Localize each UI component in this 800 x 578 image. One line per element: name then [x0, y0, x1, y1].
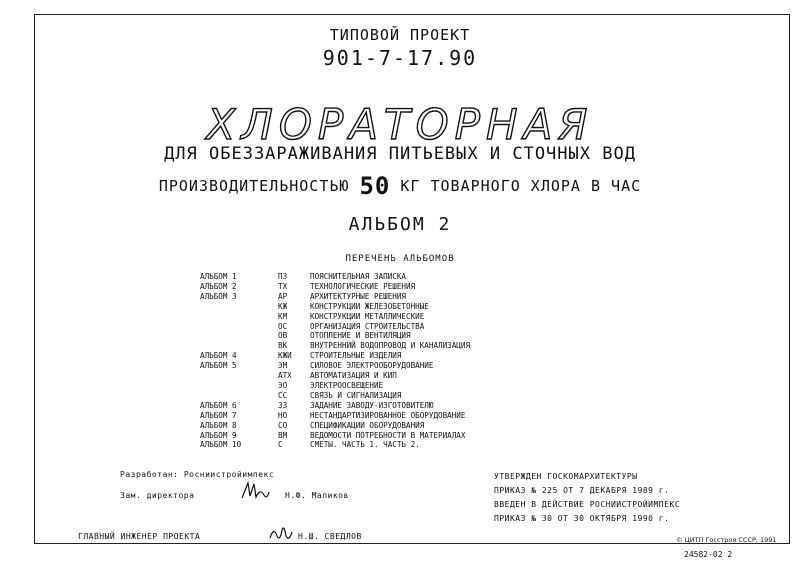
album-code: КМ — [278, 311, 288, 321]
approval-line-2: ПРИКАЗ № 225 ОТ 7 ДЕКАБРЯ 1989 г. — [494, 486, 670, 495]
capacity-value: 50 — [359, 172, 391, 200]
album-name: ЭЛЕКТРООСВЕЩЕНИЕ — [310, 380, 384, 390]
album-code: ТХ — [278, 281, 288, 291]
album-name: СТРОИТЕЛЬНЫЕ ИЗДЕЛИЯ — [310, 351, 402, 361]
developer-line — [120, 470, 274, 479]
album-number — [200, 322, 278, 332]
chief-signature — [268, 522, 294, 548]
album-number — [200, 381, 278, 391]
developer-org: Росниистройимпекс — [183, 470, 275, 479]
project-number: 901-7-17.90 — [322, 46, 478, 70]
capacity-prefix: ПРОИЗВОДИТЕЛЬНОСТЬЮ — [158, 177, 350, 195]
album-code: КЖИ — [278, 351, 292, 361]
album-row — [200, 431, 470, 441]
copyright: © ЦИТП Госстроя СССР, 1991 — [676, 536, 777, 544]
approval-line-3: ВВЕДЕН В ДЕЙСТВИЕ РОСНИИСТРОЙИМПЕКС — [494, 500, 681, 509]
album-number: АЛЬБОМ 10 — [200, 440, 242, 450]
album-row — [200, 331, 470, 341]
developer-label: Разработан: — [120, 470, 179, 479]
album-name: ПОЯСНИТЕЛЬНАЯ ЗАПИСКА — [310, 272, 407, 281]
album-name: АРХИТЕКТУРНЫЕ РЕШЕНИЯ — [310, 291, 407, 301]
albums-heading: ПЕРЕЧЕНЬ АЛЬБОМОВ — [345, 254, 455, 264]
project-type-label: ТИПОВОЙ ПРОЕКТ — [329, 26, 471, 44]
album-number: АЛЬБОМ 9 — [200, 430, 237, 440]
album-number — [200, 371, 278, 381]
album-name: АВТОМАТИЗАЦИЯ И КИП — [310, 371, 397, 381]
album-code: КЖ — [278, 301, 288, 311]
album-number — [200, 341, 278, 351]
album-code: ОВ — [278, 331, 288, 341]
signature-mark-2 — [268, 522, 294, 544]
album-code: СС — [278, 390, 288, 400]
album-name: ОРГАНИЗАЦИЯ СТРОИТЕЛЬСТВА — [310, 321, 425, 331]
album-number — [200, 331, 278, 341]
album-row — [200, 411, 470, 421]
album-number: АЛЬБОМ 1 — [200, 272, 237, 281]
album-code: ОС — [278, 321, 288, 331]
album-code: СО — [278, 420, 288, 430]
album-number: АЛЬБОМ 2 — [200, 281, 237, 291]
album-name: СВЯЗЬ И СИГНАЛИЗАЦИЯ — [310, 390, 402, 400]
albums-list — [200, 272, 470, 450]
album-name: СМЕТЫ. ЧАСТЬ 1. ЧАСТЬ 2. — [310, 440, 420, 450]
album-row — [200, 302, 470, 312]
album-row — [200, 361, 470, 371]
album-code: ВМ — [278, 430, 288, 440]
album-number: АЛЬБОМ 6 — [200, 400, 237, 410]
album-number — [200, 312, 278, 322]
album-row — [200, 391, 470, 401]
album-row — [200, 282, 470, 292]
approval-block — [494, 470, 680, 526]
album-row — [200, 312, 470, 322]
document-title-text: ХЛОРАТОРНАЯ — [206, 100, 594, 149]
album-row — [200, 421, 470, 431]
album-name: ВНУТРЕННИЙ ВОДОПРОВОД И КАНАЛИЗАЦИЯ — [310, 341, 471, 351]
album-row — [200, 272, 470, 282]
album-row — [200, 341, 470, 351]
chief-engineer-title: ГЛАВНЫЙ ИНЖЕНЕР ПРОЕКТА — [78, 532, 201, 541]
subtitle-purpose: ДЛЯ ОБЕЗЗАРАЖИВАНИЯ ПИТЬЕВЫХ И СТОЧНЫХ ВОД — [164, 144, 636, 164]
album-code: ЭМ — [278, 361, 288, 371]
album-name: ВЕДОМОСТИ ПОТРЕБНОСТИ В МАТЕРИАЛАХ — [310, 430, 466, 440]
album-number: АЛЬБОМ 3 — [200, 291, 237, 301]
album-name: СПЕЦИФИКАЦИИ ОБОРУДОВАНИЯ — [310, 420, 425, 430]
album-name: СИЛОВОЕ ЭЛЕКТРООБОРУДОВАНИЕ — [310, 361, 434, 371]
album-number: АЛЬБОМ 5 — [200, 361, 237, 371]
approval-line-4: ПРИКАЗ № 30 ОТ 30 ОКТЯБРЯ 1990 г. — [494, 514, 670, 523]
album-code: ВК — [278, 341, 288, 351]
album-name: ТЕХНОЛОГИЧЕСКИЕ РЕШЕНИЯ — [310, 281, 416, 291]
album-row — [200, 401, 470, 411]
album-name: ОТОПЛЕНИЕ И ВЕНТИЛЯЦИЯ — [310, 331, 411, 341]
album-name: НЕСТАНДАРТИЗИРОВАННОЕ ОБОРУДОВАНИЕ — [310, 410, 466, 420]
chief-engineer-name: Н.Ш. СВЕДЛОВ — [298, 532, 362, 541]
album-number: АЛЬБОМ 8 — [200, 420, 237, 430]
album-number: АЛЬБОМ 7 — [200, 410, 237, 420]
album-code: ЭО — [278, 380, 288, 390]
capacity-suffix: КГ ТОВАРНОГО ХЛОРА В ЧАС — [400, 177, 642, 195]
album-code: С — [278, 440, 283, 450]
album-row — [200, 351, 470, 361]
album-name: КОНСТРУКЦИИ ЖЕЛЕЗОБЕТОННЫЕ — [310, 301, 429, 311]
album-code: ЗЗ — [278, 400, 288, 410]
album-number: АЛЬБОМ 4 — [200, 351, 237, 361]
album-name: КОНСТРУКЦИИ МЕТАЛЛИЧЕСКИЕ — [310, 311, 425, 321]
album-code: НО — [278, 410, 288, 420]
album-code: ПЗ — [278, 272, 288, 281]
album-label: АЛЬБОМ 2 — [348, 214, 452, 235]
album-code: АР — [278, 291, 288, 301]
subtitle-capacity — [0, 172, 800, 200]
album-name: ЗАДАНИЕ ЗАВОДУ-ИЗГОТОВИТЕЛЮ — [310, 400, 434, 410]
album-row — [200, 322, 470, 332]
album-number — [200, 391, 278, 401]
album-row — [200, 292, 470, 302]
document-title — [0, 100, 800, 149]
sheet-number: 24582-02 2 — [684, 550, 733, 559]
album-row — [200, 440, 470, 450]
deputy-title: Зам. директора — [120, 491, 195, 500]
album-number — [200, 302, 278, 312]
album-row — [200, 381, 470, 391]
deputy-name: Н.Ф. Маликов — [285, 491, 349, 500]
album-code: АТХ — [278, 371, 292, 381]
signature-mark-1 — [240, 480, 270, 502]
approval-line-1: УТВЕРЖДЕН ГОСКОМАРХИТЕКТУРЫ — [494, 472, 638, 481]
deputy-signature — [240, 480, 270, 506]
album-row — [200, 371, 470, 381]
